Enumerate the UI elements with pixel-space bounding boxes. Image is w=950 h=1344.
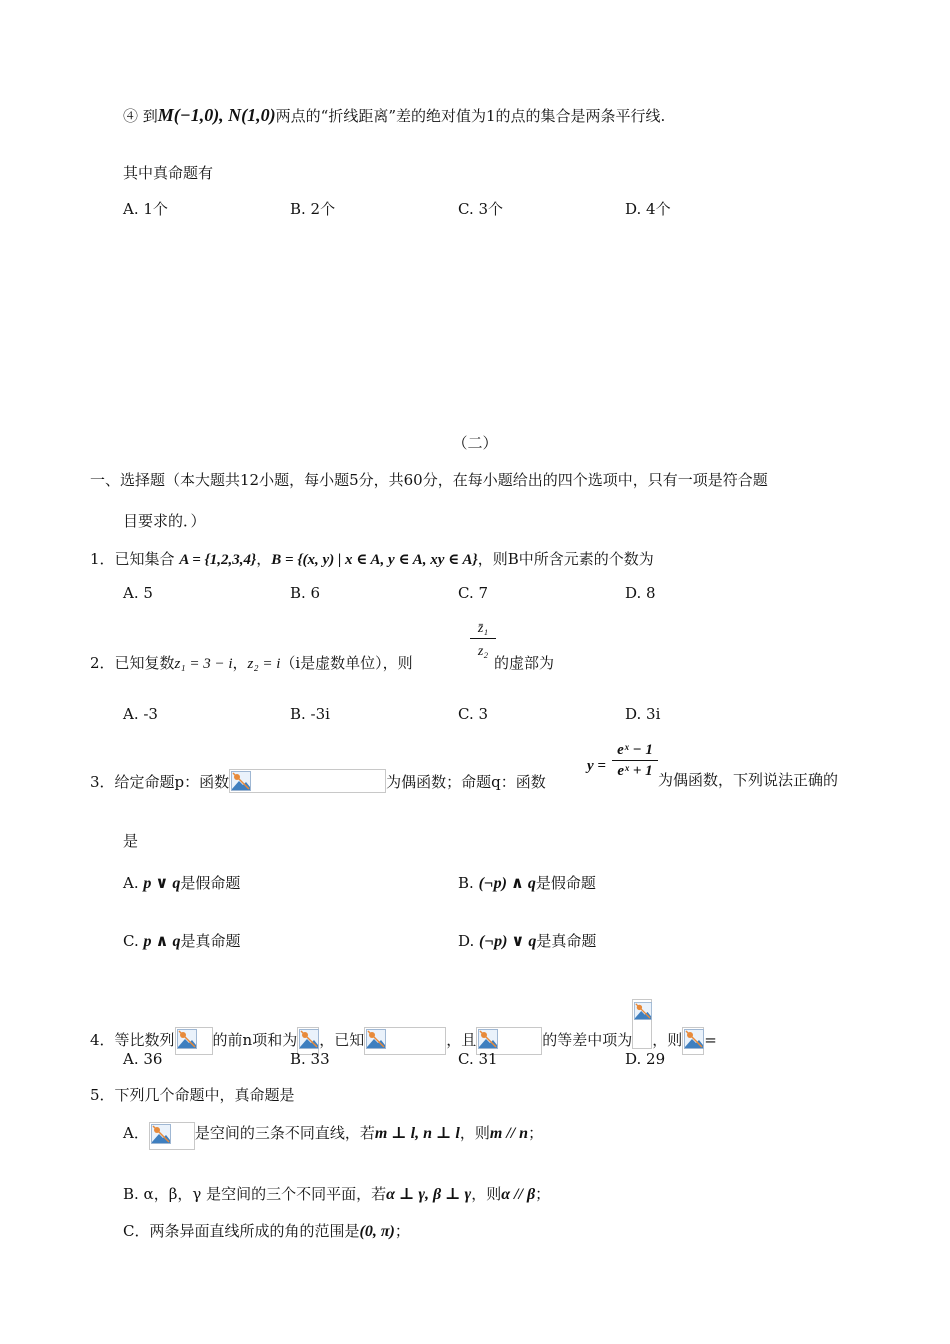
z2-math: z₂ = i	[247, 656, 281, 672]
q4-option-b: B. 33	[290, 1050, 330, 1068]
q3-mid: 为偶函数；命题q：函数	[386, 773, 546, 791]
section-heading-line1: 一、选择题（本大题共12小题，每小题5分，共60分，在每小题给出的四个选项中，只有一项是符合题	[90, 471, 768, 489]
q2-mid: （i是虚数单位），则	[280, 654, 413, 672]
q3-suffix: 为偶函数，下列说法正确的	[658, 771, 839, 789]
option-text: B. α，β，γ 是空间的三个不同平面，若	[123, 1185, 387, 1203]
q2-option-d: D. 3i	[625, 705, 661, 723]
q3-fraction	[612, 740, 658, 781]
option-text: 是空间的三条不同直线，若	[194, 1124, 375, 1142]
option-label: B.	[458, 874, 474, 892]
broken-image-icon	[229, 769, 386, 793]
option-math: p ∧ q	[143, 933, 181, 950]
question-3	[90, 769, 546, 793]
points-math: M(−1,0), N(1,0)	[157, 105, 276, 125]
q4-t4: 的等差中项为	[542, 1031, 633, 1049]
q2-sep: ，	[232, 654, 248, 672]
option-label: C.	[123, 932, 139, 950]
q4-t5: ，则	[652, 1031, 683, 1049]
prev-option-b: B. 2个	[290, 200, 336, 218]
broken-image-icon	[175, 1027, 213, 1055]
q3-option-a	[123, 872, 240, 895]
q3-option-d	[458, 930, 596, 953]
q1-prefix: 1．已知集合	[90, 550, 175, 568]
option-text: 是真命题	[536, 932, 597, 950]
option-math-2: m // n	[489, 1125, 529, 1142]
fraction-numerator: eˣ − 1	[612, 740, 658, 761]
q4-option-a: A. 36	[123, 1050, 163, 1068]
broken-image-icon	[364, 1027, 446, 1055]
q1-sep: ，	[256, 550, 272, 568]
prev-question: 其中真命题有	[123, 164, 214, 182]
q3-option-b	[458, 872, 596, 895]
q2-fraction	[470, 620, 496, 661]
prev-item-4	[123, 104, 665, 127]
q5-option-a	[123, 1122, 543, 1150]
option-label: D.	[458, 932, 475, 950]
q4-prefix: 4．等比数列	[90, 1031, 175, 1049]
option-math: p ∨ q	[143, 875, 181, 892]
y-equals-math: y =	[587, 758, 606, 774]
option-text: 是假命题	[180, 874, 241, 892]
option-label: A.	[123, 874, 139, 892]
prev-option-a: A. 1个	[123, 200, 168, 218]
item-text: 两点的“折线距离”差的绝对值为1的点的集合是两条平行线.	[275, 107, 666, 125]
option-math: α ⊥ γ, β ⊥ γ	[386, 1186, 472, 1203]
z1-math: z₁ = 3 − i	[174, 656, 233, 672]
q3-line2: 是	[123, 832, 139, 850]
q3-prefix: 3．给定命题p：函数	[90, 773, 230, 791]
option-text: C．两条异面直线所成的角的范围是	[123, 1222, 360, 1240]
q2-option-c: C. 3	[458, 705, 489, 723]
q4-option-c: C. 31	[458, 1050, 498, 1068]
q3-option-c	[123, 930, 241, 953]
q5-option-c	[123, 1220, 410, 1243]
question-4	[90, 999, 717, 1055]
q2-suffix: 的虚部为	[494, 654, 555, 672]
prev-option-c: C. 3个	[458, 200, 504, 218]
option-text: 是真命题	[180, 932, 241, 950]
option-tail: ，则	[459, 1124, 490, 1142]
question-2	[90, 652, 413, 675]
q2-prefix: 2．已知复数	[90, 654, 175, 672]
q2-option-a: A. -3	[123, 705, 158, 723]
q4-option-d: D. 29	[625, 1050, 666, 1068]
set-a-math: A = {1,2,3,4}	[179, 552, 257, 568]
option-end: ；	[535, 1185, 551, 1203]
option-end: ；	[528, 1124, 544, 1142]
fraction-denominator: z₂	[477, 644, 489, 659]
option-math: (¬p) ∨ q	[479, 933, 537, 950]
q1-option-a: A. 5	[123, 584, 153, 602]
q4-t2: ，已知	[319, 1031, 365, 1049]
fraction-denominator: eˣ + 1	[617, 763, 653, 779]
option-math: (¬p) ∧ q	[478, 875, 536, 892]
option-label: A．	[123, 1124, 149, 1142]
q1-option-b: B. 6	[290, 584, 321, 602]
set-b-math: B = {(x, y) | x ∈ A, y ∈ A, xy ∈ A}	[271, 552, 478, 568]
prev-option-d: D. 4个	[625, 200, 671, 218]
option-text: 是假命题	[535, 874, 596, 892]
broken-image-icon	[632, 999, 652, 1049]
section-title: （二）	[452, 434, 498, 452]
q5-option-b	[123, 1183, 550, 1206]
q4-t1: 的前n项和为	[212, 1031, 298, 1049]
q2-option-b: B. -3i	[290, 705, 330, 723]
fraction-numerator: z̄₁	[470, 620, 496, 639]
question-1	[90, 548, 654, 571]
option-end: ；	[394, 1222, 410, 1240]
item-marker: ④ 到	[123, 107, 158, 125]
q4-t6: =	[704, 1031, 717, 1049]
option-tail: ，则	[471, 1185, 502, 1203]
option-math: (0, π)	[359, 1223, 395, 1240]
option-math: m ⊥ l, n ⊥ l	[374, 1125, 460, 1142]
section-heading-line2: 目要求的．）	[123, 512, 206, 530]
q1-option-c: C. 7	[458, 584, 489, 602]
q1-option-d: D. 8	[625, 584, 656, 602]
question-5-title: 5．下列几个命题中，真命题是	[90, 1086, 295, 1104]
broken-image-icon	[682, 1027, 704, 1055]
broken-image-icon	[149, 1122, 195, 1150]
q4-t3: ，且	[446, 1031, 477, 1049]
q1-suffix: ，则B中所含元素的个数为	[477, 550, 654, 568]
option-math-2: α // β	[501, 1186, 536, 1203]
